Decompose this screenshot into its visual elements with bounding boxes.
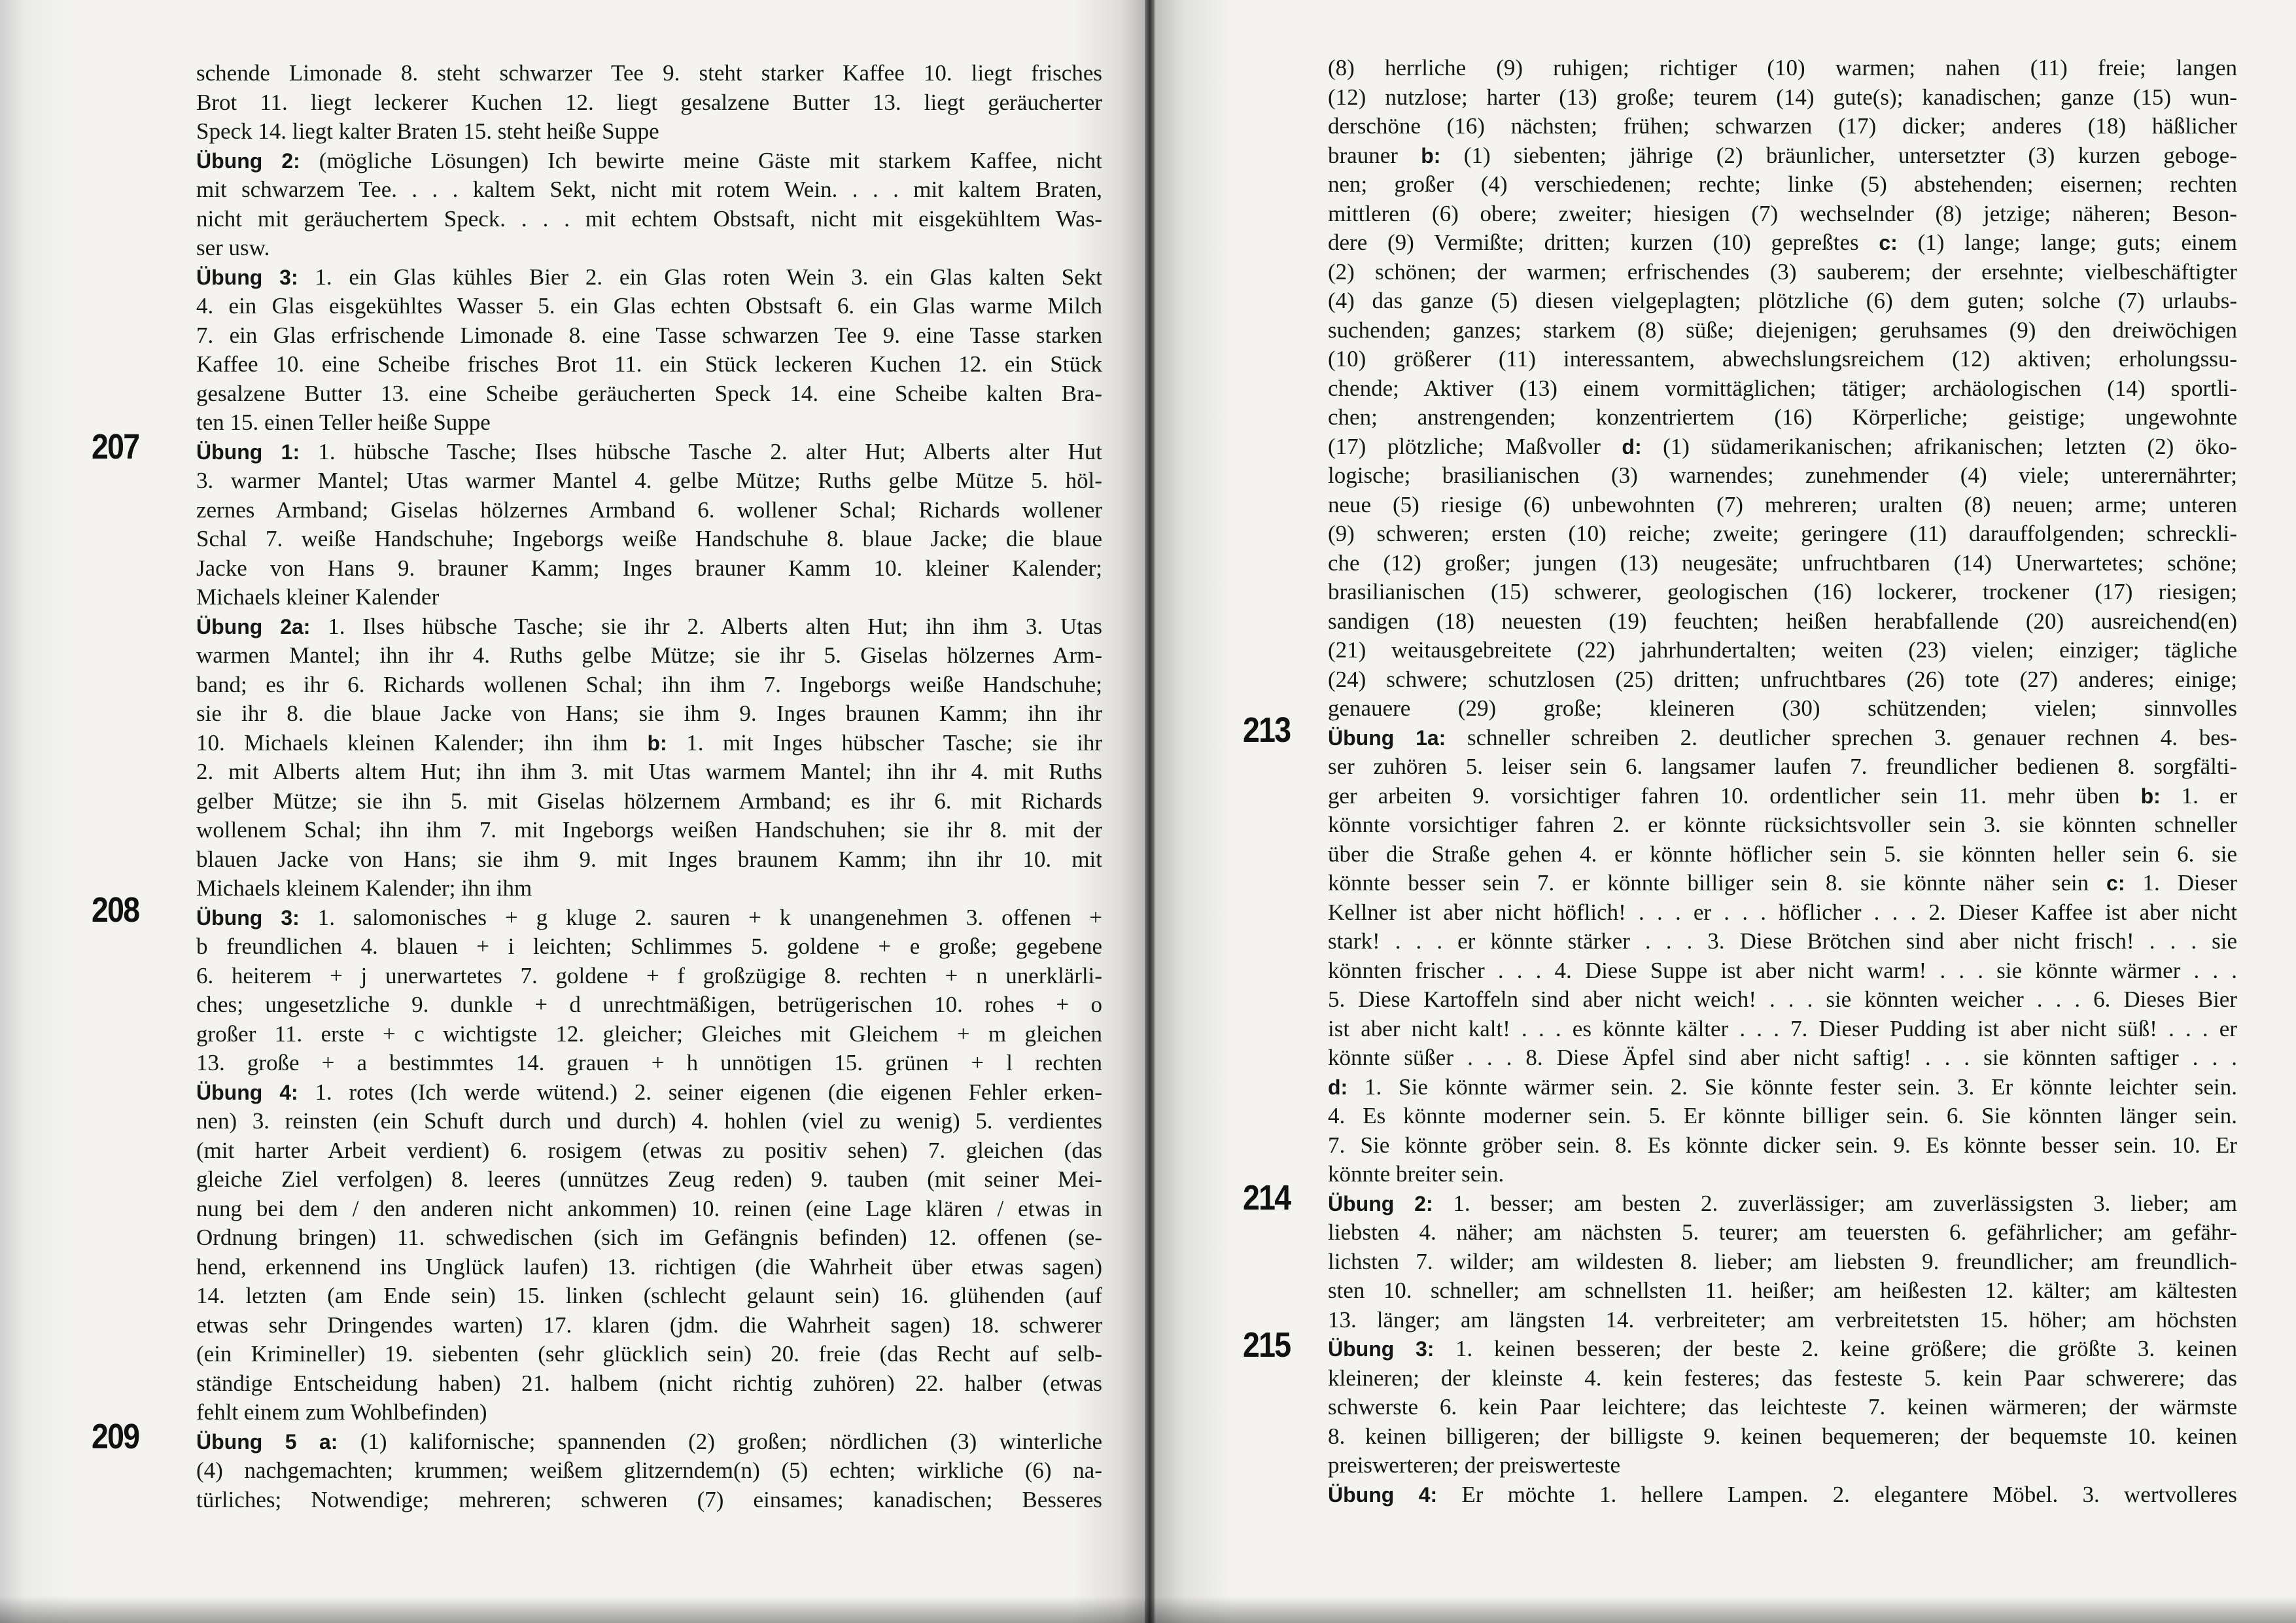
text-line <box>196 816 1102 845</box>
line-text: hend, erkennend ins Unglück laufen) 13. richtigen (die Wahrheit über etwas sagen) <box>196 1253 1102 1280</box>
exercise-heading: Übung 3: <box>196 905 300 930</box>
line-text: könnte breiter sein. <box>1328 1161 1505 1187</box>
exercise-heading: c: <box>1879 231 1898 254</box>
line-text: ches; ungesetzliche 9. dunkle + d unrechtmäßigen, betrügerischen 10. rohes + o <box>196 992 1102 1017</box>
text-line <box>1328 491 2237 520</box>
line-text: kleineren; der kleinste 4. kein festeres; das festeste 5. kein Paar schwerere; das <box>1328 1365 2237 1391</box>
line-text: Michaels kleiner Kalender <box>196 584 440 610</box>
section-number: 214 <box>1243 1178 1291 1217</box>
text-line <box>1328 1015 2237 1044</box>
line-text: schneller schreiben 2. deutlicher sprechen 3. genauer rechnen 4. bes- <box>1446 724 2237 750</box>
text-line <box>196 758 1102 787</box>
text-line <box>196 1165 1102 1195</box>
line-text: nen) 3. reinsten (ein Schuft durch und durch) 4. hohlen (viel zu wenig) 5. verdientes <box>196 1108 1102 1134</box>
line-text: 4. Es könnte moderner sein. 5. Er könnte billiger sein. 6. Sie könnten länger sein. <box>1328 1103 2237 1128</box>
exercise-heading: d: <box>1328 1075 1348 1099</box>
text-line <box>196 292 1102 321</box>
line-text: gleiche Ziel verfolgen) 8. leeres (unnützes Zeug reden) 9. tauben (mit seiner Mei- <box>196 1166 1102 1192</box>
line-text: 5. Diese Kartoffeln sind aber nicht weich! . . . sie könnten weicher . . . 6. Dieses Bier <box>1328 986 2237 1012</box>
line-text: 1. Dieser <box>2125 870 2237 896</box>
text-line <box>1328 985 2237 1015</box>
text-line <box>196 88 1102 118</box>
text-line <box>196 874 1102 903</box>
line-text: gelber Mütze; sie ihn 5. mit Giselas hölzernem Armband; es ihr 6. mit Richards <box>196 788 1102 814</box>
exercise-heading: Übung 3: <box>1328 1337 1435 1361</box>
line-text: 7. Sie könnte gröber sein. 8. Es könnte dicker sein. 9. Es könnte besser sein. 10. Er <box>1328 1132 2237 1158</box>
line-text: etwas sehr Dringendes warten) 17. klaren (jdm. die Wahrheit sagen) 18. schwerer <box>196 1312 1102 1338</box>
text-line <box>1328 1364 2237 1393</box>
text-line <box>1328 287 2237 316</box>
line-text: suchenden; ganzes; starkem (8) süße; diejenigen; geruhsames (9) den dreiwöchigen <box>1328 317 2237 343</box>
text-line <box>196 1078 1102 1108</box>
exercise-heading: b: <box>2140 784 2161 808</box>
exercise-heading: d: <box>1622 434 1642 459</box>
left-page <box>0 0 1145 1623</box>
line-text: dere (9) Vermißte; dritten; kurzen (10) gepreßtes <box>1328 230 1879 255</box>
text-line <box>1328 927 2237 956</box>
text-line <box>196 932 1102 962</box>
line-text: mittleren (6) obere; zweiter; hiesigen (7) wechselnder (8) jetzige; näheren; Beson- <box>1328 200 2237 226</box>
text-line <box>196 1398 1102 1427</box>
text-line <box>1328 1073 2237 1102</box>
line-text: chende; Aktiver (13) einem vormittäglichen; tätiger; archäologischen (14) sportli- <box>1328 375 2237 401</box>
text-line <box>1328 1218 2237 1248</box>
line-text: 3. warmer Mantel; Utas warmer Mantel 4. gelbe Mütze; Ruths gelbe Mütze 5. höl- <box>196 468 1102 493</box>
line-text: (4) das ganze (5) diesen vielgeplagten; plötzliche (6) dem guten; solche (7) urlaubs- <box>1328 288 2237 313</box>
text-line <box>1328 869 2237 898</box>
text-line <box>196 1427 1102 1457</box>
text-line <box>1328 374 2237 404</box>
line-text: ser usw. <box>196 235 270 260</box>
text-line <box>196 583 1102 612</box>
line-text: (mit harter Arbeit verdient) 6. rosigem (etwas zu positiv sehen) 7. gleichen (das <box>196 1137 1102 1163</box>
line-text: (1) kalifornische; spannenden (2) großen; nördlichen (3) winterliche <box>338 1428 1102 1454</box>
exercise-heading: Übung 2a: <box>196 614 311 638</box>
line-text: chen; anstrengenden; konzentriertem (16) Körperliche; geistige; ungewohnte <box>1328 404 2237 430</box>
text-line <box>1328 956 2237 986</box>
line-text: (1) lange; lange; guts; einem <box>1897 230 2237 255</box>
text-line <box>1328 1248 2237 1277</box>
line-text: 1. rotes (Ich werde wütend.) 2. seiner eigenen (die eigenen Fehler erken- <box>298 1079 1102 1105</box>
text-line <box>1328 607 2237 637</box>
line-text: (21) weitausgebreitete (22) jahrhundertalten; weiten (23) vielen; einziger; tägliche <box>1328 637 2237 663</box>
exercise-heading: Übung 5 a: <box>196 1429 338 1454</box>
text-line <box>1328 1160 2237 1189</box>
line-text: könnte besser sein 7. er könnte billiger sein 8. sie könnte näher sein <box>1328 870 2107 896</box>
text-line <box>196 263 1102 292</box>
line-text: nicht mit geräuchertem Speck. . . . mit echtem Obstsaft, nicht mit eisgekühltem Was- <box>196 205 1102 232</box>
text-line <box>196 962 1102 991</box>
line-text: 10. Michaels kleinen Kalender; ihn ihm <box>196 729 648 756</box>
line-text: ger arbeiten 9. vorsichtiger fahren 10. ordentlicher sein 11. mehr üben <box>1328 782 2141 809</box>
line-text: 1. salomonisches + g kluge 2. sauren + k unangenehmen 3. offenen + <box>299 904 1102 930</box>
exercise-heading: c: <box>2106 871 2125 895</box>
text-line <box>196 525 1102 554</box>
line-text: mit schwarzem Tee. . . . kaltem Sekt, nicht mit rotem Wein. . . . mit kaltem Braten, <box>196 177 1102 202</box>
exercise-heading: Übung 2: <box>1328 1191 1433 1215</box>
line-text: ser zuhören 5. leiser sein 6. langsamer laufen 7. freundlicher bedienen 8. sorgfälti- <box>1328 754 2237 779</box>
text-line <box>196 1195 1102 1224</box>
text-line <box>1328 1451 2237 1480</box>
section-number: 207 <box>92 427 139 466</box>
line-text: genauere (29) große; kleineren (30) schützenden; vielen; sinnvolles <box>1328 695 2237 721</box>
line-text: schwerste 6. kein Paar leichtere; das leichteste 7. keinen wärmeren; der wärmste <box>1328 1394 2237 1420</box>
text-line <box>1328 549 2237 578</box>
text-line <box>196 787 1102 816</box>
text-line <box>196 321 1102 351</box>
line-text: 13. große + a bestimmtes 14. grauen + h unnötigen 15. grünen + l rechten <box>196 1050 1102 1075</box>
line-text: 13. länger; am längsten 14. verbreiteter; am verbreitetsten 15. höher; am höchsten <box>1328 1306 2237 1333</box>
line-text: Ordnung bringen) 11. schwedischen (sich im Gefängnis befinden) 12. offenen (se- <box>196 1225 1102 1250</box>
line-text: wollenem Schal; ihn ihm 7. mit Ingeborgs weißen Handschuhen; sie ihr 8. mit der <box>196 817 1102 843</box>
text-line <box>196 379 1102 409</box>
text-line <box>196 1456 1102 1486</box>
text-line <box>196 350 1102 379</box>
line-text: Kellner ist aber nicht höflich! . . . er . . . höflicher . . . 2. Dieser Kaffee ist aber nicht <box>1328 899 2237 925</box>
page-edge-shadow <box>0 1596 2296 1623</box>
text-line <box>1328 1393 2237 1422</box>
line-text: 7. ein Glas erfrischende Limonade 8. eine Tasse schwarzen Tee 9. eine Tasse starken <box>196 322 1102 348</box>
text-line <box>1328 1189 2237 1219</box>
line-text: gesalzene Butter 13. eine Scheibe geräucherten Speck 14. eine Scheibe kalten Bra- <box>196 380 1102 406</box>
exercise-heading: Übung 1: <box>196 440 300 464</box>
text-line <box>1328 665 2237 695</box>
text-line <box>1328 724 2237 753</box>
text-line <box>1328 316 2237 345</box>
line-text: könnten frischer . . . 4. Diese Suppe ist aber nicht warm! . . . sie könnte wärmer . . . <box>1328 957 2237 983</box>
line-text: warmen Mantel; ihn ihr 4. Ruths gelbe Mütze; sie ihr 5. Giselas hölzernes Arm- <box>196 642 1102 668</box>
line-text: 1. er <box>2160 782 2237 809</box>
line-text: 2. mit Alberts altem Hut; ihn ihm 3. mit Utas warmem Mantel; ihn ihr 4. mit Ruths <box>196 759 1102 784</box>
text-line <box>196 729 1102 758</box>
text-line <box>1328 170 2237 200</box>
line-text: großer 11. erste + c wichtigste 12. gleicher; Gleiches mit Gleichem + m gleichen <box>196 1021 1102 1047</box>
line-text: Schal 7. weiße Handschuhe; Ingeborgs weiße Handschuhe 8. blaue Jacke; die blaue <box>196 526 1102 551</box>
line-text: türliches; Notwendige; mehreren; schweren (7) einsames; kanadischen; Besseres <box>196 1486 1102 1512</box>
line-text: lichsten 7. wilder; am wildesten 8. lieber; am liebsten 9. freundlicher; am freundlich- <box>1328 1248 2237 1274</box>
text-line <box>1328 83 2237 113</box>
section-number: 215 <box>1243 1325 1291 1365</box>
text-line <box>1328 403 2237 432</box>
book-gutter <box>1145 0 1155 1623</box>
line-text: 1. Ilses hübsche Tasche; sie ihr 2. Alberts alten Hut; ihn ihm 3. Utas <box>310 613 1102 639</box>
text-line <box>196 1049 1102 1078</box>
text-line <box>196 699 1102 729</box>
text-line <box>196 1253 1102 1282</box>
text-line <box>196 234 1102 263</box>
line-text: Michaels kleinem Kalender; ihn ihm <box>196 875 532 901</box>
text-line <box>1328 228 2237 258</box>
text-line <box>1328 1306 2237 1335</box>
line-text: fehlt einem zum Wohlbefinden) <box>196 1399 487 1425</box>
line-text: zernes Armband; Giselas hölzernes Armband 6. wollener Schal; Richards wollener <box>196 497 1102 523</box>
text-line <box>1328 200 2237 229</box>
line-text: (2) schönen; der warmen; erfrischendes (3) sauberem; der ersehnte; vielbeschäftigter <box>1328 258 2237 285</box>
exercise-heading: b: <box>647 731 667 755</box>
text-line <box>196 641 1102 671</box>
text-line <box>196 1369 1102 1399</box>
text-line <box>196 1136 1102 1166</box>
line-text: 8. keinen billigeren; der billigste 9. keinen bequemeren; der bequemste 10. keinen <box>1328 1423 2237 1449</box>
line-text: che (12) großer; jungen (13) neugesäte; unfruchtbaren (14) Unerwartetes; schöne; <box>1328 550 2237 576</box>
text-line <box>196 671 1102 700</box>
line-text: nen; großer (4) verschiedenen; rechte; linke (5) abstehenden; eisernen; rechten <box>1328 171 2237 197</box>
text-line <box>1328 694 2237 724</box>
line-text: blauen Jacke von Hans; sie ihm 9. mit Inges braunem Kamm; ihn ihr 10. mit <box>196 846 1102 872</box>
section-number: 208 <box>92 890 139 930</box>
line-text: nung bei dem / den anderen nicht ankommen) 10. reinen (eine Lage klären / etwas in <box>196 1195 1102 1221</box>
text-line <box>1328 141 2237 171</box>
text-line <box>1328 578 2237 607</box>
text-line <box>1328 898 2237 928</box>
line-text: 1. keinen besseren; der beste 2. keine größere; die größte 3. keinen <box>1434 1336 2237 1361</box>
line-text: 14. letzten (am Ende sein) 15. linken (schlecht gelaunt sein) 16. glühenden (auf <box>196 1283 1102 1308</box>
text-line <box>196 554 1102 584</box>
text-line <box>1328 432 2237 462</box>
exercise-heading: b: <box>1421 143 1441 167</box>
section-number: 209 <box>92 1417 139 1456</box>
line-text: über die Straße gehen 4. er könnte höflicher sein 5. sie könnten heller sein 6. sie <box>1328 841 2237 867</box>
text-line <box>196 612 1102 642</box>
text-line <box>196 466 1102 496</box>
text-line <box>1328 840 2237 869</box>
text-line <box>1328 752 2237 782</box>
line-text: Er möchte 1. hellere Lampen. 2. elegantere Möbel. 3. wertvolleres <box>1437 1481 2237 1507</box>
line-text: (mögliche Lösungen) Ich bewirte meine Gäste mit starkem Kaffee, nicht <box>300 147 1102 173</box>
line-text: (17) plötzliche; Maßvoller <box>1328 433 1622 459</box>
section-number: 213 <box>1243 710 1291 750</box>
line-text: preiswerteren; der preiswerteste <box>1328 1452 1621 1478</box>
line-text: brauner <box>1328 142 1421 168</box>
line-text: 1. besser; am besten 2. zuverlässiger; am zuverlässigsten 3. lieber; am <box>1433 1190 2237 1216</box>
line-text: b freundlichen 4. blauen + i leichten; Schlimmes 5. goldene + e große; gegebene <box>196 934 1102 959</box>
right-page <box>1155 0 2296 1623</box>
line-text: schende Limonade 8. steht schwarzer Tee 9. steht starker Kaffee 10. liegt frisches <box>196 60 1102 86</box>
text-line <box>196 1486 1102 1515</box>
left-text-column <box>196 59 1102 1514</box>
line-text: derschöne (16) nächsten; frühen; schwarzen (17) dicker; anderes (18) häßlicher <box>1328 113 2237 139</box>
text-line <box>1328 636 2237 665</box>
line-text: Brot 11. liegt leckerer Kuchen 12. liegt gesalzene Butter 13. liegt geräucherter <box>196 89 1102 115</box>
line-text: logische; brasilianischen (3) warnendes; zunehmender (4) viele; unterernährter; <box>1328 462 2237 488</box>
text-line <box>196 1020 1102 1049</box>
text-line <box>1328 782 2237 811</box>
exercise-heading: Übung 2: <box>196 148 300 173</box>
exercise-heading: Übung 4: <box>1328 1482 1438 1507</box>
line-text: 1. hübsche Tasche; Ilses hübsche Tasche 2. alter Hut; Alberts alter Hut <box>300 438 1102 464</box>
text-line <box>1328 1276 2237 1306</box>
line-text: (8) herrliche (9) ruhigen; richtiger (10) warmen; nahen (11) freie; langen <box>1328 55 2237 80</box>
line-text: sten 10. schneller; am schnellsten 11. heißer; am heißesten 12. kälter; am kältesten <box>1328 1278 2237 1303</box>
exercise-heading: Übung 3: <box>196 265 298 289</box>
text-line <box>1328 811 2237 840</box>
line-text: Jacke von Hans 9. brauner Kamm; Inges brauner Kamm 10. kleiner Kalender; <box>196 555 1102 581</box>
line-text: stark! . . . er könnte stärker . . . 3. Diese Brötchen sind aber nicht frisch! . . . sie <box>1328 928 2237 954</box>
text-line <box>196 1340 1102 1369</box>
text-line <box>1328 258 2237 287</box>
text-line <box>1328 1102 2237 1131</box>
text-line <box>196 205 1102 234</box>
text-line <box>1328 112 2237 141</box>
text-line <box>196 1311 1102 1340</box>
text-line <box>1328 461 2237 491</box>
text-line <box>196 903 1102 933</box>
line-text: (9) schweren; ersten (10) reiche; zweite; geringere (11) darauffolgenden; schreckli- <box>1328 521 2237 546</box>
text-line <box>1328 1335 2237 1364</box>
line-text: könnte vorsichtiger fahren 2. er könnte rücksichtsvoller sein 3. sie könnten schneller <box>1328 812 2237 837</box>
line-text: ist aber nicht kalt! . . . es könnte kälter . . . 7. Dieser Pudding ist aber nicht süß! . . . er <box>1328 1015 2237 1041</box>
text-line <box>196 1107 1102 1136</box>
line-text: (1) südamerikanischen; afrikanischen; letzten (2) öko- <box>1641 433 2237 459</box>
text-line <box>196 59 1102 88</box>
line-text: (1) siebenten; jährige (2) bräunlicher, untersetzter (3) kurzen geboge- <box>1440 142 2237 168</box>
line-text: Speck 14. liegt kalter Braten 15. steht heiße Suppe <box>196 118 659 144</box>
line-text: (10) größerer (11) interessantem, abwechslungsreichem (12) aktiven; erholungssu- <box>1328 346 2237 372</box>
exercise-heading: Übung 1a: <box>1328 725 1446 750</box>
text-line <box>1328 1480 2237 1510</box>
text-line <box>1328 1043 2237 1073</box>
line-text: brasilianischen (15) schwerer, geologischen (16) lockerer, trockener (17) riesigen; <box>1328 579 2237 604</box>
text-line <box>1328 345 2237 374</box>
line-text: (4) nachgemachten; krummen; weißem glitzerndem(n) (5) echten; wirkliche (6) na- <box>196 1457 1102 1483</box>
line-text: (12) nutzlose; harter (13) große; teurem (14) gute(s); kanadischen; ganze (15) wun- <box>1328 84 2237 110</box>
line-text: 6. heiterem + j unerwartetes 7. goldene + f großzügige 8. rechten + n unerklärli- <box>196 962 1102 988</box>
line-text: (ein Krimineller) 19. siebenten (sehr glücklich sein) 20. freie (das Recht auf selb- <box>196 1341 1102 1367</box>
line-text: 1. ein Glas kühles Bier 2. ein Glas roten Wein 3. ein Glas kalten Sekt <box>298 264 1102 290</box>
line-text: (24) schwere; schutzlosen (25) dritten; unfruchtbares (26) tote (27) anderes; einige; <box>1328 666 2237 692</box>
text-line <box>196 438 1102 467</box>
line-text: sie ihr 8. die blaue Jacke von Hans; sie ihm 9. Inges braunen Kamm; ihn ihr <box>196 701 1102 726</box>
line-text: neue (5) riesige (6) unbewohnten (7) mehreren; uralten (8) neuen; arme; unteren <box>1328 491 2237 517</box>
line-text: 1. Sie könnte wärmer sein. 2. Sie könnte fester sein. 3. Er könnte leichter sein. <box>1348 1073 2237 1100</box>
text-line <box>196 175 1102 205</box>
text-line <box>196 496 1102 525</box>
text-line <box>1328 519 2237 549</box>
text-line <box>196 147 1102 176</box>
line-text: band; es ihr 6. Richards wollenen Schal; ihn ihm 7. Ingeborgs weiße Handschuhe; <box>196 671 1102 697</box>
text-line <box>196 117 1102 147</box>
exercise-heading: Übung 4: <box>196 1080 298 1104</box>
text-line <box>196 990 1102 1020</box>
line-text: ten 15. einen Teller heiße Suppe <box>196 410 491 435</box>
line-text: ständige Entscheidung haben) 21. halbem (nicht richtig zuhören) 22. halber (etwas <box>196 1370 1102 1396</box>
line-text: 1. mit Inges hübscher Tasche; sie ihr <box>667 729 1102 756</box>
text-line <box>1328 1422 2237 1452</box>
line-text: liebsten 4. näher; am nächsten 5. teurer; am teuersten 6. gefährlicher; am gefähr- <box>1328 1219 2237 1245</box>
text-line <box>196 408 1102 438</box>
right-text-column <box>1328 54 2237 1509</box>
text-line <box>196 1282 1102 1311</box>
line-text: könnte süßer . . . 8. Diese Äpfel sind aber nicht saftig! . . . sie könnten saftiger . . . <box>1328 1045 2237 1070</box>
text-line <box>1328 1131 2237 1161</box>
line-text: sandigen (18) neuesten (19) feuchten; heißen herabfallende (20) ausreichend(en) <box>1328 608 2237 634</box>
line-text: Kaffee 10. eine Scheibe frisches Brot 11. ein Stück leckeren Kuchen 12. ein Stück <box>196 351 1102 377</box>
text-line <box>196 1223 1102 1253</box>
line-text: 4. ein Glas eisgekühltes Wasser 5. ein Glas echten Obstsaft 6. ein Glas warme Milch <box>196 293 1102 319</box>
text-line <box>196 845 1102 875</box>
text-line <box>1328 54 2237 83</box>
